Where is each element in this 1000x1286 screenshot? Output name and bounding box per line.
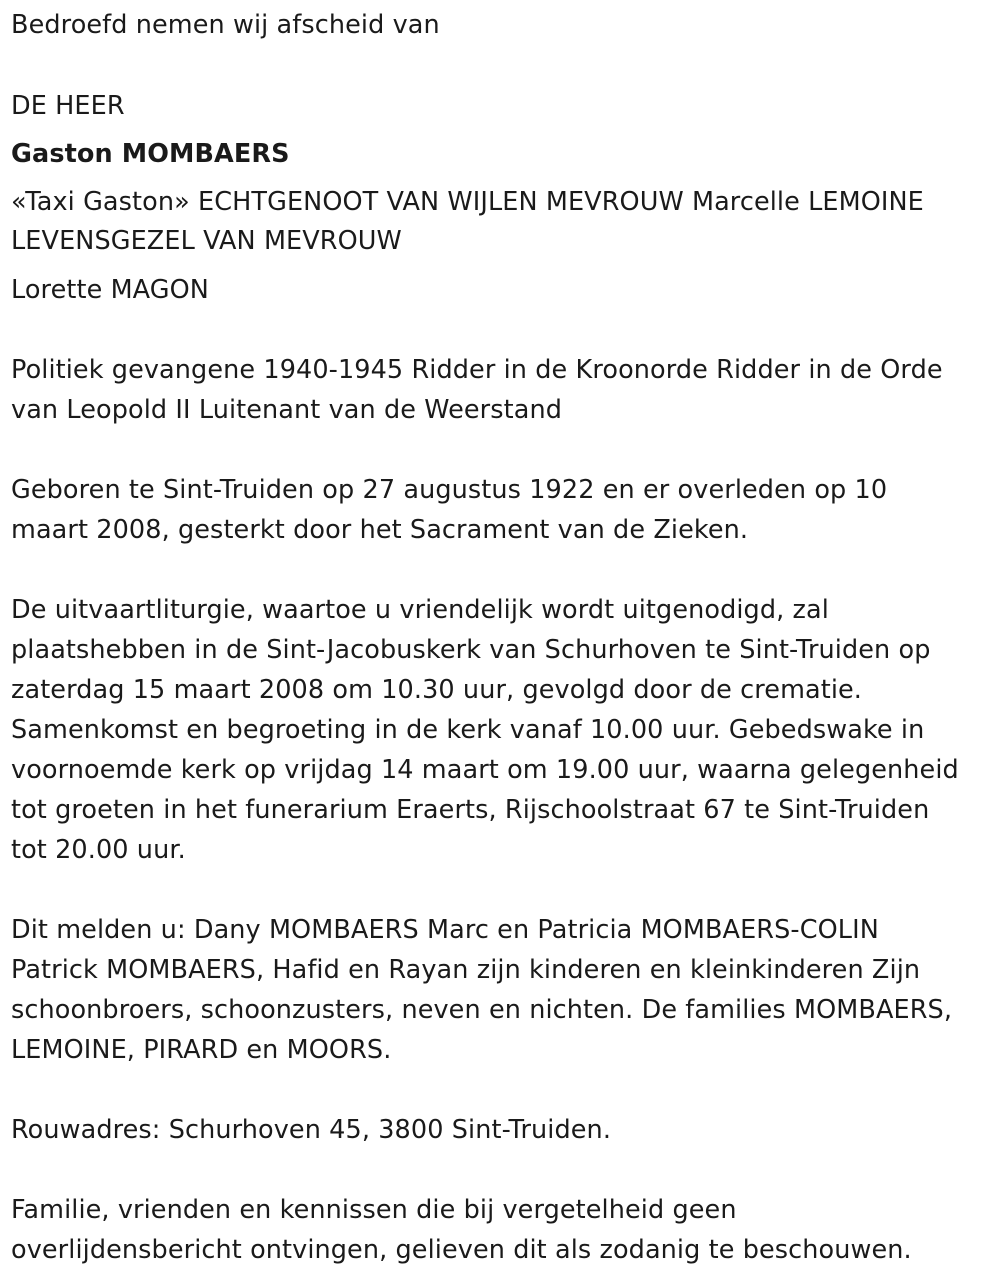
funeral-line: De uitvaartliturgie, waartoe u vriendelijk wordt uitgenodigd, zal xyxy=(11,595,829,625)
funeral-line: plaatshebben in de Sint-Jacobuskerk van Schurhoven te Sint-Truiden op xyxy=(11,635,931,665)
relations-line: Lorette MAGON xyxy=(11,275,209,305)
funeral-line: tot groeten in het funerarium Eraerts, Rijschoolstraat 67 te Sint-Truiden xyxy=(11,795,930,825)
funeral-line: tot 20.00 uur. xyxy=(11,835,186,865)
birth-death-line: Geboren te Sint-Truiden op 27 augustus 1922 en er overleden op 10 xyxy=(11,475,888,505)
family-line: LEMOINE, PIRARD en MOORS. xyxy=(11,1035,392,1065)
closing-line: overlijdensbericht ontvingen, gelieven dit als zodanig te beschouwen. xyxy=(11,1235,912,1265)
intro-text: Bedroefd nemen wij afscheid van xyxy=(11,10,440,40)
family-line: Patrick MOMBAERS, Hafid en Rayan zijn kinderen en kleinkinderen Zijn xyxy=(11,955,921,985)
birth-death-line: maart 2008, gesterkt door het Sacrament van de Zieken. xyxy=(11,515,749,545)
relations-line: LEVENSGEZEL VAN MEVROUW xyxy=(11,226,402,256)
family-line: Dit melden u: Dany MOMBAERS Marc en Patricia MOMBAERS-COLIN xyxy=(11,915,879,945)
funeral-line: zaterdag 15 maart 2008 om 10.30 uur, gevolgd door de crematie. xyxy=(11,675,863,705)
title-prefix: DE HEER xyxy=(11,91,125,121)
family-line: schoonbroers, schoonzusters, neven en nichten. De families MOMBAERS, xyxy=(11,995,953,1025)
honors-line: van Leopold II Luitenant van de Weerstand xyxy=(11,395,562,425)
relations-line: «Taxi Gaston» ECHTGENOOT VAN WIJLEN MEVROUW Marcelle LEMOINE xyxy=(11,187,924,217)
mourning-address: Rouwadres: Schurhoven 45, 3800 Sint-Truiden. xyxy=(11,1115,612,1145)
funeral-line: Samenkomst en begroeting in de kerk vanaf 10.00 uur. Gebedswake in xyxy=(11,715,925,745)
deceased-name: Gaston MOMBAERS xyxy=(11,139,290,169)
funeral-line: voornoemde kerk op vrijdag 14 maart om 19.00 uur, waarna gelegenheid xyxy=(11,755,959,785)
honors-line: Politiek gevangene 1940-1945 Ridder in de Kroonorde Ridder in de Orde xyxy=(11,355,943,385)
closing-line: Familie, vrienden en kennissen die bij vergetelheid geen xyxy=(11,1195,737,1225)
